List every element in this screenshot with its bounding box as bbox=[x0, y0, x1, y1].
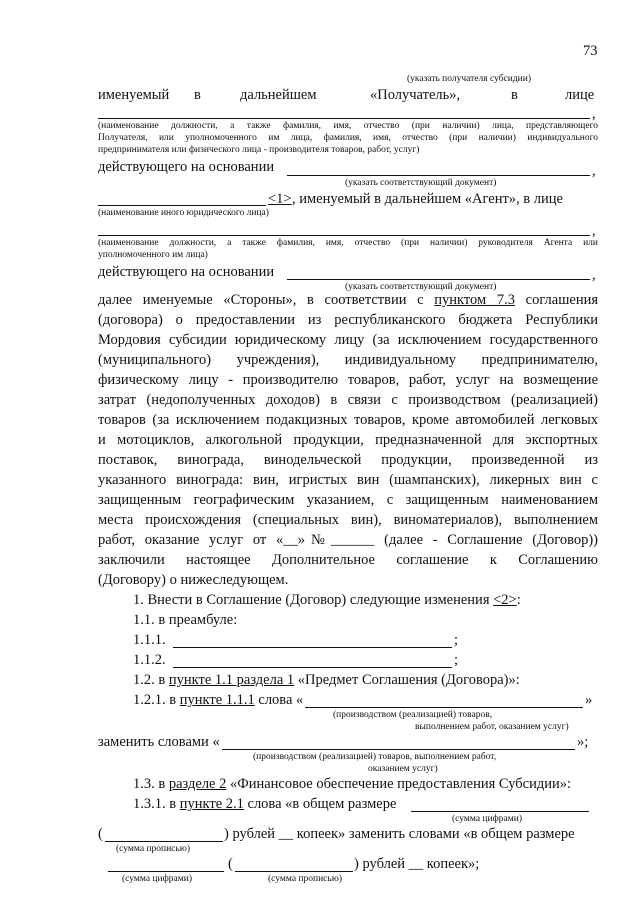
comma: , bbox=[592, 223, 596, 239]
rub-line-1: ) рублей __ копеек» заменить словами «в общем размере bbox=[224, 826, 575, 842]
hint-document-2: (указать соответствующий документ) bbox=[345, 282, 497, 292]
hint-recipient: (указать получателя субсидии) bbox=[407, 74, 532, 84]
replace-line[interactable] bbox=[222, 749, 575, 750]
para-line: (договора) о предоставлении из республиканского бюджета Республики bbox=[98, 312, 598, 328]
intro-word: лице bbox=[565, 87, 595, 103]
link-punkt-7-3[interactable]: пунктом 7.3 bbox=[434, 292, 515, 308]
item-1-2-1-line[interactable] bbox=[305, 707, 583, 708]
item-1-2: 1.2. в пункте 1.1 раздела 1 «Предмет Соглашения (Договора)»: bbox=[133, 672, 520, 688]
link-punkt-1-1-razdel-1[interactable]: пункте 1.1 раздела 1 bbox=[168, 672, 295, 688]
para-line: поставок, винограда, винодельческой продукции, произведенной из bbox=[98, 452, 598, 468]
sum-digits-line-2[interactable] bbox=[108, 871, 224, 872]
replace-label: заменить словами « bbox=[98, 734, 220, 750]
para-line: и мотоциклов, алкогольной продукции, предназначенной для экспортных bbox=[98, 432, 598, 448]
para-line: указанного винограда: вин, игристых вин (шампанских), ликерных вин с bbox=[98, 472, 598, 488]
item-1-3-1: 1.3.1. в пункте 2.1 слова «в общем размере bbox=[133, 796, 397, 812]
rub-line-2: ) рублей __ копеек»; bbox=[354, 856, 480, 872]
hint-document: (указать соответствующий документ) bbox=[345, 178, 497, 188]
link-razdel-2[interactable]: разделе 2 bbox=[168, 776, 227, 792]
comma: , bbox=[592, 163, 596, 179]
para-line: (Договору) о нижеследующем. bbox=[98, 572, 289, 588]
open-paren-2: ( bbox=[228, 856, 233, 872]
para-line: работ, оказание услуг от «__»№______ (далее - Соглашение (Договор)) bbox=[98, 532, 598, 548]
para-line: места происхождения (специальных вин), виноматериалов), выполнением bbox=[98, 512, 598, 528]
sum-words-line[interactable] bbox=[105, 841, 223, 842]
hint-production-l2: выполнением работ, оказанием услуг) bbox=[415, 722, 569, 732]
para-line: Мордовия субсидии юридическому лицу (за исключением государственного bbox=[98, 332, 598, 348]
item-1-1-1: 1.1.1. bbox=[133, 632, 166, 648]
item-1: 1. Внести в Соглашение (Договор) следующие изменения <2>: bbox=[133, 592, 521, 608]
other-entity-line[interactable] bbox=[98, 205, 266, 206]
hint-sum-words-2: (сумма прописью) bbox=[268, 874, 342, 884]
sum-digits-line[interactable] bbox=[411, 811, 589, 812]
page-number: 73 bbox=[583, 43, 598, 59]
recipient-rep-line[interactable] bbox=[98, 118, 590, 119]
hint-production2-l1: (производством (реализацией) товаров, выполнением работ, bbox=[253, 752, 497, 762]
hint-production2-l2: оказанием услуг) bbox=[368, 764, 438, 774]
intro-word: в bbox=[511, 87, 518, 103]
hint-agent-head-l2: уполномоченного им лица) bbox=[98, 250, 208, 260]
open-paren: ( bbox=[98, 826, 103, 842]
hint-sum-digits: (сумма цифрами) bbox=[452, 814, 522, 824]
hint-sum-words: (сумма прописью) bbox=[116, 844, 190, 854]
semicolon: ; bbox=[454, 632, 459, 648]
item-1-1-2-line[interactable] bbox=[173, 667, 452, 668]
basis-line-2[interactable] bbox=[287, 279, 590, 280]
hint-recipient-rep-l3: предпринимателя или физического лица - производителя товаров, работ, услуг) bbox=[98, 145, 420, 155]
intro-word: в bbox=[194, 87, 201, 103]
basis-label: действующего на основании bbox=[98, 159, 275, 175]
para-line: (муниципального) учреждения), индивидуальному предпринимателю, bbox=[98, 352, 598, 368]
hint-recipient-rep-l2: Получателя, или уполномоченного им лица, фамилия, имя, отчество (при наличии) индивидуального bbox=[98, 133, 598, 143]
footnote-ref-2[interactable]: <2> bbox=[493, 592, 517, 608]
para-line: далее именуемые «Стороны», в соответствии с пунктом 7.3 соглашения bbox=[98, 292, 599, 308]
intro-word: дальнейшем bbox=[240, 87, 317, 103]
semicolon: ; bbox=[454, 652, 459, 668]
link-punkt-2-1[interactable]: пункте 2.1 bbox=[179, 796, 244, 812]
hint-production-l1: (производством (реализацией) товаров, bbox=[333, 710, 493, 720]
hint-agent-head-l1: (наименование должности, а также фамилия, имя, отчество (при наличии) руководителя Агента или bbox=[98, 238, 598, 248]
item-1-2-1: 1.2.1. в пункте 1.1.1 слова « bbox=[133, 692, 304, 708]
basis-label-2: действующего на основании bbox=[98, 264, 275, 280]
para-line: защищенным географическим указанием, с защищенным наименованием bbox=[98, 492, 598, 508]
hint-sum-digits-2: (сумма цифрами) bbox=[122, 874, 192, 884]
intro-word: «Получатель», bbox=[370, 87, 461, 103]
link-punkt-1-1-1[interactable]: пункте 1.1.1 bbox=[179, 692, 255, 708]
para-line: физическому лицу - производителю товаров, работ, услуг на возмещение bbox=[98, 372, 598, 388]
para-line: заключили настоящее Дополнительное соглашение к Соглашению bbox=[98, 552, 598, 568]
item-1-1: 1.1. в преамбуле: bbox=[133, 612, 238, 628]
intro-word: именуемый bbox=[98, 87, 170, 103]
hint-other-entity: (наименование иного юридического лица) bbox=[98, 208, 269, 218]
comma: , bbox=[592, 106, 596, 122]
replace-end: »; bbox=[577, 734, 589, 750]
para-line: затрат (недополученных доходов) в связи с производством (реализацией) bbox=[98, 392, 598, 408]
sum-words-line-2[interactable] bbox=[235, 871, 353, 872]
quote-close: » bbox=[585, 692, 593, 708]
item-1-1-2: 1.1.2. bbox=[133, 652, 166, 668]
basis-line[interactable] bbox=[287, 175, 590, 176]
footnote-ref-1[interactable]: <1> bbox=[268, 191, 292, 207]
comma: , bbox=[592, 267, 596, 283]
agent-text: , именуемый в дальнейшем «Агент», в лице bbox=[292, 191, 563, 207]
agent-head-line[interactable] bbox=[98, 235, 590, 236]
para-line: товаров (за исключением подакцизных товаров, кроме автомобилей легковых bbox=[98, 412, 598, 428]
item-1-3: 1.3. в разделе 2 «Финансовое обеспечение предоставления Субсидии»: bbox=[133, 776, 572, 792]
hint-recipient-rep-l1: (наименование должности, а также фамилия, имя, отчество (при наличии) лица, представляющего bbox=[98, 121, 598, 131]
item-1-1-1-line[interactable] bbox=[173, 647, 452, 648]
